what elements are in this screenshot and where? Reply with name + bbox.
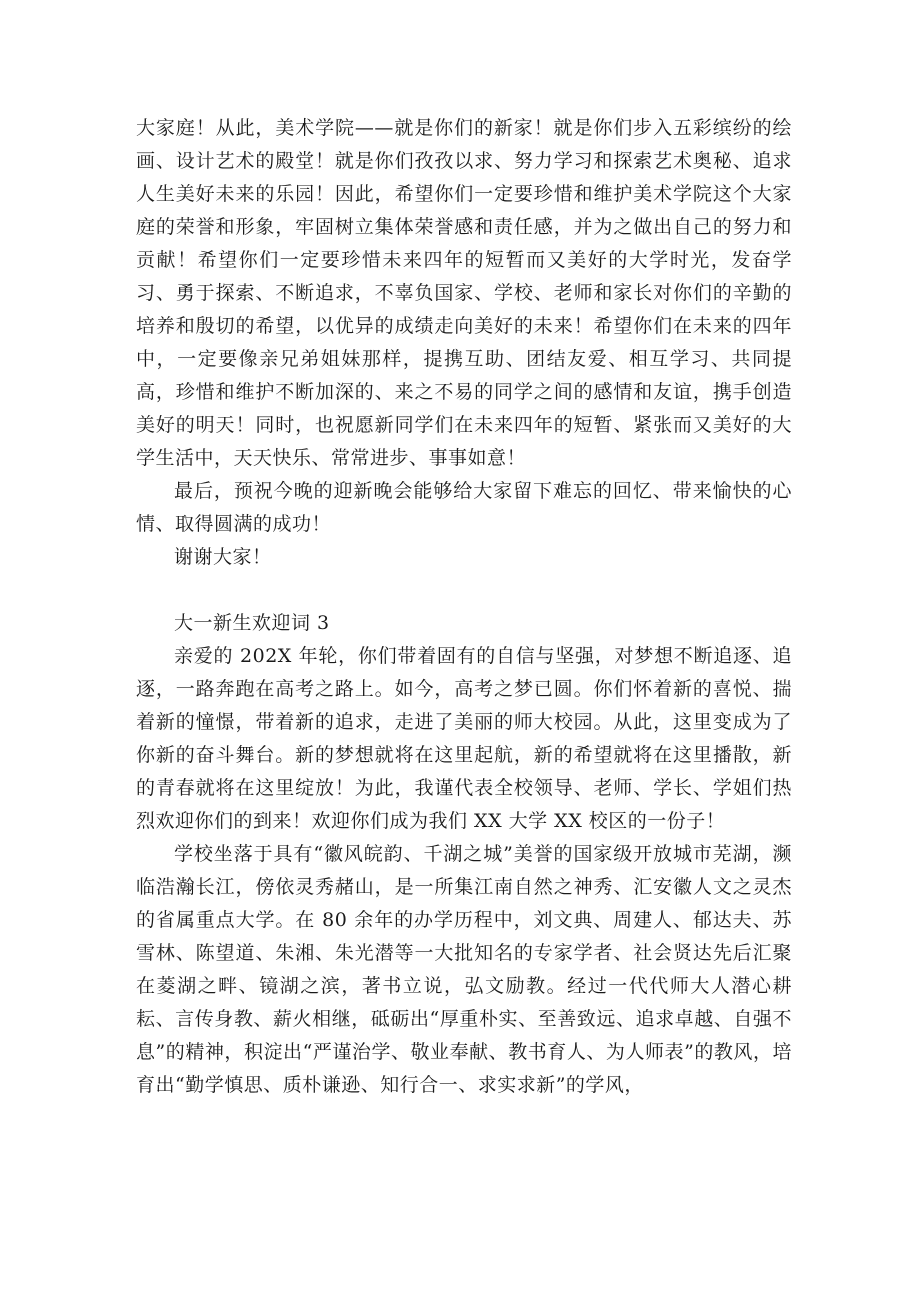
- paragraph-welcome: 亲爱的 202X 年轮，你们带着固有的自信与坚强，对梦想不断追逐、追逐，一路奔跑在高考之路上。如今，高考之梦已圆。你们怀着新的喜悦、揣着新的憧憬，带着新的追求，走进了美丽的师大校园。从此，这里变成为了你新的奋斗舞台。新的梦想就将在这里起航，新的希望就将在这里播散，新的青春就将在这里绽放！为此，我谨代表全校领导、老师、学长、学姐们热烈欢迎你们的到来！欢迎你们成为我们 XX 大学 XX 校区的一份子！: [136, 645, 792, 832]
- paragraph-school-intro: 学校坐落于具有“徽风皖韵、千湖之城”美誉的国家级开放城市芜湖，濒临浩瀚长江，傍依灵秀赭山，是一所集江南自然之神秀、汇安徽人文之灵杰的省属重点大学。在 80 余年的办学历程中，刘文典、周建人、郁达夫、苏雪林、陈望道、朱湘、朱光潜等一大批知名的专家学者、社会贤达先后汇聚在菱湖之畔、镜湖之滨，著书立说，弘文励教。经过一代代师大人潜心耕耘、言传身教、薪火相继，砥砺出“厚重朴实、至善致远、追求卓越、自强不息”的精神，积淀出“严谨治学、敬业奉献、教书育人、为人师表”的教风，培育出“勤学慎思、质朴谦逊、知行合一、求实求新”的学风，: [136, 843, 792, 1096]
- paragraph-continued: 大家庭！从此，美术学院——就是你们的新家！就是你们步入五彩缤纷的绘画、设计艺术的殿堂！就是你们孜孜以求、努力学习和探索艺术奥秘、追求人生美好未来的乐园！因此，希望你们一定要珍惜和维护美术学院这个大家庭的荣誉和形象，牢固树立集体荣誉感和责任感，并为之做出自己的努力和贡献！希望你们一定要珍惜未来四年的短暂而又美好的大学时光，发奋学习、勇于探索、不断追求，不辜负国家、学校、老师和家长对你们的辛勤的培养和殷切的希望，以优异的成绩走向美好的未来！希望你们在未来的四年中，一定要像亲兄弟姐妹那样，提携互助、团结友爱、相互学习、共同提高，珍惜和维护不断加深的、来之不易的同学之间的感情和友谊，携手创造美好的明天！同时，也祝愿新同学们在未来四年的短暂、紧张而又美好的大学生活中，天天快乐、常常进步、事事如意！: [136, 117, 792, 469]
- document-body: [136, 112, 792, 1102]
- paragraph-thanks: 谢谢大家！: [174, 546, 272, 568]
- paragraph-closing-wish: 最后，预祝今晚的迎新晚会能够给大家留下难忘的回忆、带来愉快的心情、取得圆满的成功！: [136, 480, 792, 535]
- section-title: 大一新生欢迎词 3: [174, 612, 330, 634]
- spacer: [136, 574, 792, 607]
